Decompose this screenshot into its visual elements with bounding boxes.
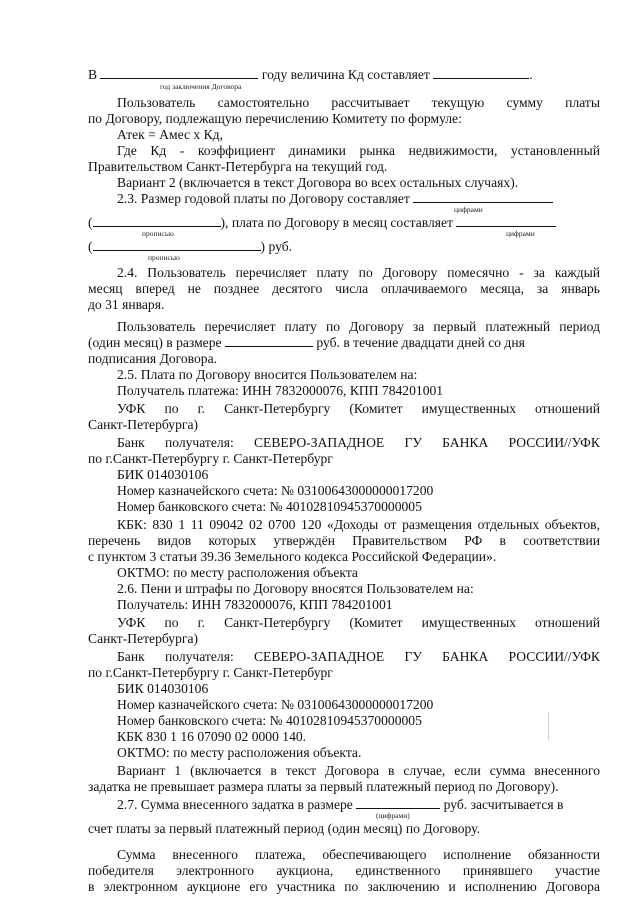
section-2-5-kbk-2: перечень видов которых утверждён Правительством РФ в соответствии bbox=[88, 533, 600, 548]
year-caption: год заключения Договора bbox=[160, 82, 242, 91]
where-line-1: Где Кд - коэффициент динамики рынка недвижимости, установленный bbox=[117, 143, 600, 158]
section-2-6-bik: БИК 014030106 bbox=[117, 681, 209, 696]
last-paragraph-line-1: Сумма внесенного платежа, обеспечивающего исполнение обязанности bbox=[117, 847, 600, 862]
monthly-fee-words-blank bbox=[93, 239, 261, 251]
section-2-5-kbk-1: КБК: 830 1 11 09042 02 0700 120 «Доходы от размещения отдельных объектов, bbox=[117, 517, 600, 532]
section-2-6-ufk-2: Санкт-Петербурга) bbox=[88, 631, 199, 646]
scan-artifact bbox=[548, 712, 549, 740]
section-2-5-kbk-3: с пунктом 3 статьи 39.36 Земельного кодекса Российской Федерации». bbox=[88, 549, 497, 564]
section-2-3-line-3: ( ) руб. bbox=[88, 239, 293, 254]
caption-digits-1: цифрами bbox=[454, 205, 483, 214]
annual-fee-words-blank bbox=[93, 215, 221, 227]
section-2-6-treasury: Номер казначейского счета: № 03100643000000017200 bbox=[117, 697, 434, 712]
section-2-5-recipient: Получатель платежа: ИНН 7832000076, КПП 784201001 bbox=[117, 383, 444, 398]
first-period-line-3: подписания Договора. bbox=[88, 351, 218, 366]
in-label: В bbox=[88, 67, 98, 82]
section-2-5-bik: БИК 014030106 bbox=[117, 467, 209, 482]
caption-digits-2: цифрами bbox=[506, 229, 535, 238]
caption-words-2: прописью bbox=[148, 253, 180, 262]
year-blank bbox=[100, 67, 258, 79]
monthly-fee-blank bbox=[456, 215, 556, 227]
section-2-6-ufk-1: УФК по г. Санкт-Петербургу (Комитет имущественных отношений bbox=[117, 615, 600, 630]
first-period-line-2: (один месяц) в размере руб. в течение двадцати дней со дня bbox=[88, 335, 525, 350]
section-2-6-bank-account: Номер банковского счета: № 40102810945370000005 bbox=[117, 713, 422, 728]
caption-digits-3: (цифрами) bbox=[376, 811, 410, 820]
section-2-5-ufk-2: Санкт-Петербурга) bbox=[88, 417, 199, 432]
section-2-3-line-2: ( ), плата по Договору в месяц составляет bbox=[88, 214, 600, 231]
section-2-4-line-1: 2.4. Пользователь перечисляет плату по Договору помесячно - за каждый bbox=[117, 265, 600, 280]
year-clause-line: В году величина Кд составляет . bbox=[88, 67, 533, 82]
section-2-5-treasury: Номер казначейского счета: № 03100643000000017200 bbox=[117, 483, 434, 498]
last-paragraph-line-3: в электронном аукционе его участника по заключению и исполнению Договора bbox=[88, 879, 600, 894]
section-2-6-bank-2: по г.Санкт-Петербургу г. Санкт-Петербург bbox=[88, 665, 333, 680]
section-2-6-oktmo: ОКТМО: по месту расположения объекта. bbox=[117, 745, 362, 760]
where-line-2: Правительством Санкт-Петербурга на текущий год. bbox=[88, 159, 388, 174]
formula: Атек = Амес х Кд, bbox=[117, 127, 223, 142]
section-2-5-bank-1: Банк получателя: СЕВЕРО-ЗАПАДНОЕ ГУ БАНКА РОССИИ//УФК bbox=[117, 435, 600, 450]
user-calc-line-1: Пользователь самостоятельно рассчитывает текущую сумму платы bbox=[117, 95, 600, 110]
section-2-6-kbk: КБК 830 1 16 07090 02 0000 140. bbox=[117, 729, 307, 744]
section-2-3-line-1: 2.3. Размер годовой платы по Договору составляет bbox=[117, 190, 600, 207]
section-2-5-bank-2: по г.Санкт-Петербургу г. Санкт-Петербург bbox=[88, 451, 333, 466]
first-period-line-1: Пользователь перечисляет плату по Договору за первый платежный период bbox=[117, 319, 600, 334]
caption-words-1: прописью bbox=[142, 229, 174, 238]
section-2-6-title: 2.6. Пени и штрафы по Договору вносятся Пользователем на: bbox=[117, 581, 474, 596]
section-2-4-line-3: до 31 января. bbox=[88, 297, 165, 312]
first-period-amount-blank bbox=[225, 335, 313, 347]
section-2-6-recipient: Получатель: ИНН 7832000076, КПП 784201001 bbox=[117, 597, 393, 612]
year-clause-text: году величина Кд составляет bbox=[261, 67, 430, 82]
deposit-amount-blank bbox=[356, 797, 440, 809]
section-2-5-oktmo: ОКТМО: по месту расположения объекта bbox=[117, 565, 358, 580]
last-paragraph-line-2: победителя электронного аукциона, единственного принявшего участие bbox=[88, 863, 600, 878]
section-2-7-line-2: счет платы за первый платежный период (один месяц) по Договору. bbox=[88, 821, 481, 836]
variant-1-line-1: Вариант 1 (включается в текст Договора в случае, если сумма внесенного bbox=[117, 763, 600, 778]
variant-1-line-2: задатка не превышает размера платы за первый платежный период по Договору). bbox=[88, 779, 559, 794]
annual-fee-blank bbox=[413, 191, 553, 203]
section-2-7-line-1: 2.7. Сумма внесенного задатка в размере руб. засчитывается в bbox=[117, 797, 564, 812]
section-2-6-bank-1: Банк получателя: СЕВЕРО-ЗАПАДНОЕ ГУ БАНКА РОССИИ//УФК bbox=[117, 649, 600, 664]
section-2-5-bank-account: Номер банковского счета: № 40102810945370000005 bbox=[117, 499, 422, 514]
user-calc-line-2: по Договору, подлежащую перечислению Комитету по формуле: bbox=[88, 111, 462, 126]
section-2-5-title: 2.5. Плата по Договору вносится Пользователем на: bbox=[117, 367, 418, 382]
variant-2: Вариант 2 (включается в текст Договора во всех остальных случаях). bbox=[117, 175, 519, 190]
section-2-5-ufk-1: УФК по г. Санкт-Петербургу (Комитет имущественных отношений bbox=[117, 401, 600, 416]
kd-blank bbox=[433, 67, 529, 79]
section-2-4-line-2: месяц вперед не позднее десятого числа оплачиваемого месяца, за январь bbox=[88, 281, 600, 296]
